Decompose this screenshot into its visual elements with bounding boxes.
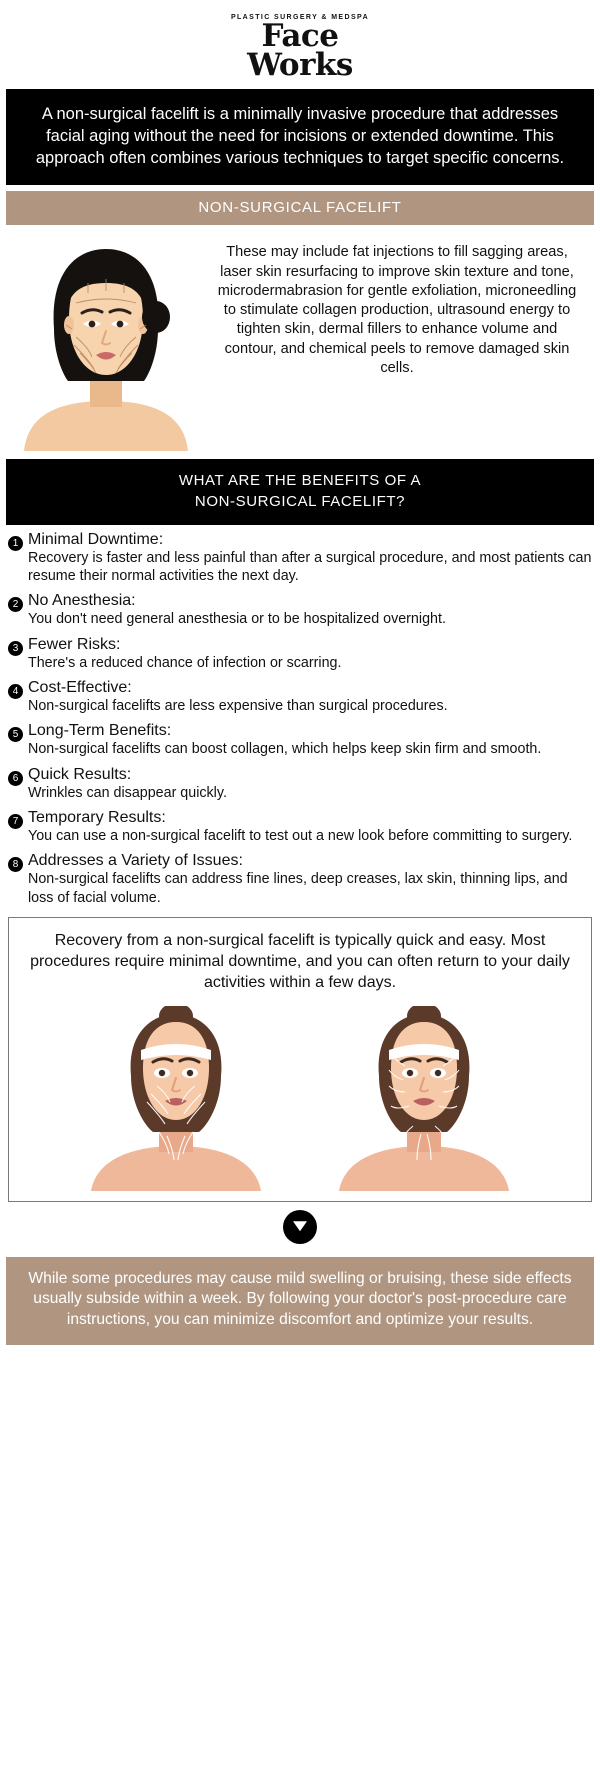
list-item — [8, 636, 592, 672]
benefit-title: Long-Term Benefits: — [28, 722, 172, 740]
benefit-body: You can use a non-surgical facelift to test out a new look before committing to surgery. — [28, 827, 573, 844]
woman-face-illustration — [6, 233, 206, 451]
section-title-bar: NON-SURGICAL FACELIFT — [6, 191, 594, 225]
benefit-number-badge: 7 — [8, 814, 23, 829]
benefit-body: You don't need general anesthesia or to be hospitalized overnight. — [28, 611, 446, 628]
footer-panel: While some procedures may cause mild swelling or bruising, these side effects usually subside within a week. By following your doctor's post-procedure care instructions, you can minimize discomfort and optimize your results. — [6, 1257, 594, 1345]
benefits-header-line-1: WHAT ARE THE BENEFITS OF A — [178, 472, 422, 490]
benefits-header-line-2: NON-SURGICAL FACELIFT? — [194, 492, 406, 510]
woman-massage-lines-left-illustration — [61, 1006, 291, 1191]
benefit-number-badge: 2 — [8, 597, 23, 612]
benefit-number-badge: 5 — [8, 727, 23, 742]
techniques-paragraph: These may include fat injections to fill sagging areas, laser skin resurfacing to improve skin texture and tone, microdermabrasion for gentle exfoliation, microneedling to stimulate collagen production, ultrasound energy to tighten skin, dermal fillers to enhance volume and contour, and chemical peels to remove damaged skin cells. — [217, 244, 577, 376]
benefit-body: There's a reduced chance of infection or scarring. — [28, 654, 342, 671]
arrow-up-icon — [283, 1210, 317, 1244]
recovery-illustrations — [23, 1006, 577, 1191]
logo-line-1: Face — [261, 18, 339, 54]
logo-arc-text: PLASTIC SURGERY & MEDSPA — [230, 14, 370, 21]
recovery-card — [8, 917, 592, 1202]
brand-logo — [0, 0, 600, 83]
woman-massage-lines-right-illustration — [309, 1006, 539, 1191]
face-and-techniques-row — [6, 233, 594, 451]
benefit-body: Non-surgical facelifts can address fine lines, deep creases, lax skin, thinning lips, and loss of facial volume. — [28, 871, 568, 906]
list-item — [8, 852, 592, 907]
benefit-title: Cost-Effective: — [28, 679, 132, 697]
list-item — [8, 531, 592, 586]
benefit-title: No Anesthesia: — [28, 592, 136, 610]
benefit-title: Temporary Results: — [28, 808, 166, 826]
benefit-title: Quick Results: — [28, 765, 132, 783]
benefit-body: Non-surgical facelifts are less expensive than surgical procedures. — [28, 698, 448, 715]
logo-line-2: Works — [247, 46, 353, 83]
logo-wordmark — [0, 18, 600, 83]
benefit-title: Addresses a Variety of Issues: — [28, 852, 243, 870]
list-item — [8, 809, 592, 845]
benefits-header — [6, 459, 594, 525]
list-item — [8, 592, 592, 628]
benefit-title: Minimal Downtime: — [28, 530, 164, 548]
benefit-number-badge: 3 — [8, 641, 23, 656]
benefit-body: Wrinkles can disappear quickly. — [28, 784, 227, 801]
benefit-body: Non-surgical facelifts can boost collagen, which helps keep skin firm and smooth. — [28, 741, 542, 758]
list-item — [8, 679, 592, 715]
benefit-number-badge: 8 — [8, 857, 23, 872]
list-item — [8, 766, 592, 802]
benefit-body: Recovery is faster and less painful than after a surgical procedure, and most patients can resume their normal activities the next day. — [28, 549, 592, 585]
benefit-number-badge: 4 — [8, 684, 23, 699]
benefit-number-badge: 6 — [8, 771, 23, 786]
benefit-title: Fewer Risks: — [28, 635, 121, 653]
scroll-arrow-wrap — [0, 1210, 600, 1249]
list-item — [8, 722, 592, 758]
benefits-list — [8, 531, 592, 907]
recovery-paragraph: Recovery from a non-surgical facelift is typically quick and easy. Most procedures require minimal downtime, and you can often return to your daily activities within a few days. — [30, 931, 570, 992]
benefit-number-badge: 1 — [8, 536, 23, 551]
intro-panel: A non-surgical facelift is a minimally invasive procedure that addresses facial aging without the need for incisions or extended downtime. This approach often combines various techniques to target specific concerns. — [6, 89, 594, 185]
